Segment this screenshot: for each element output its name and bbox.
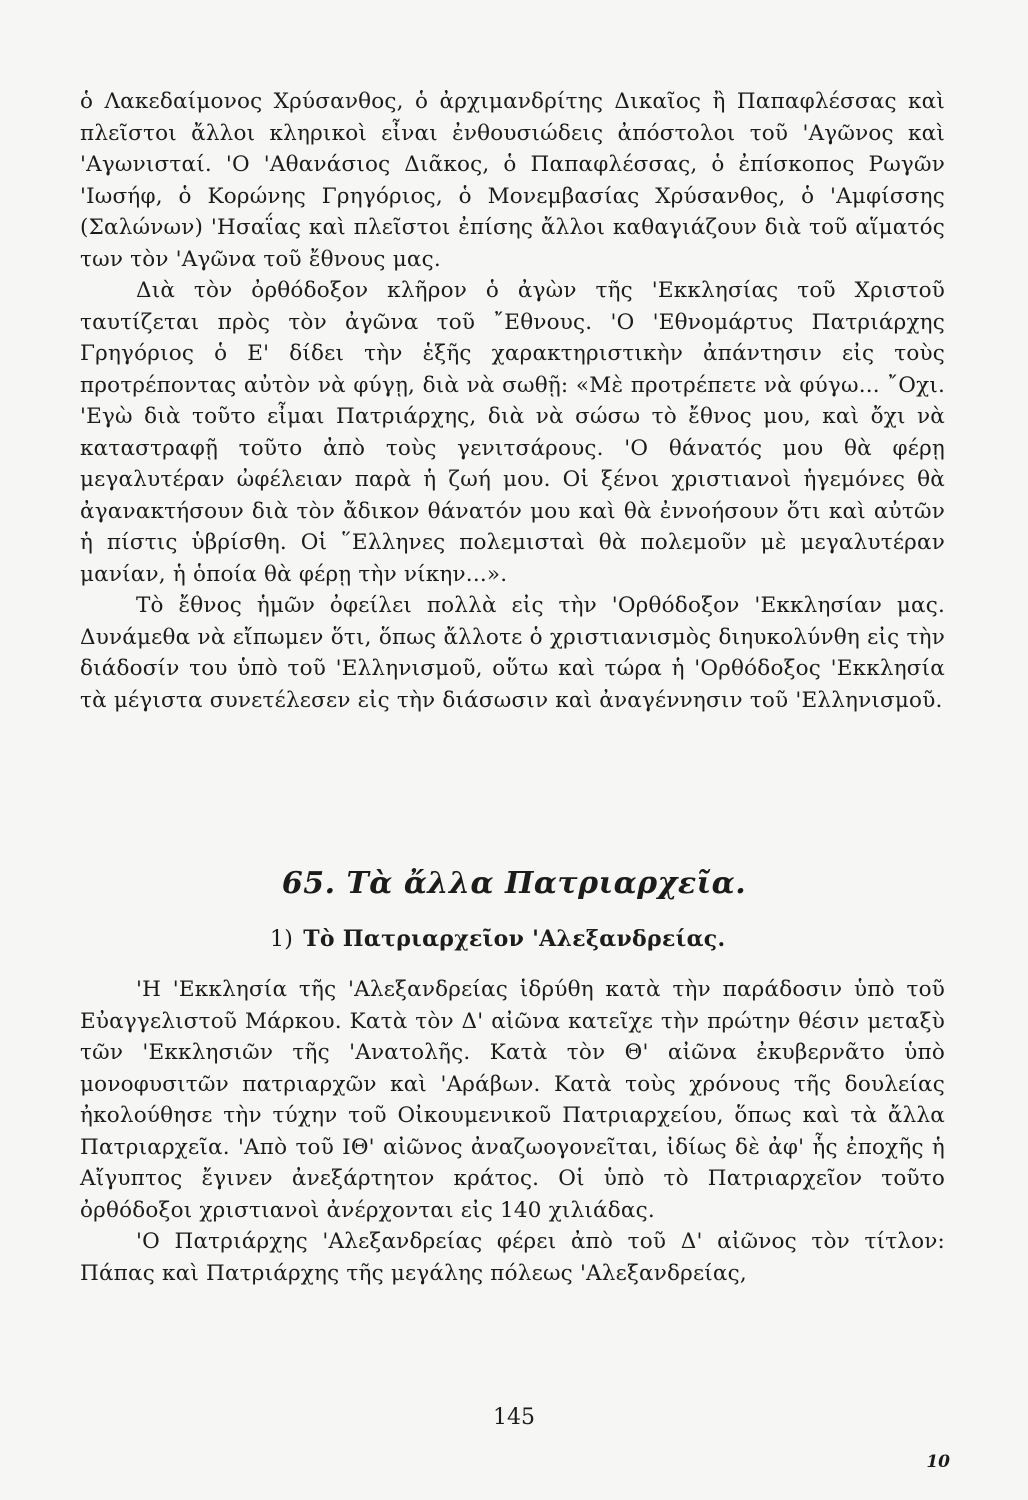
section-heading: 65. Τὰ ἄλλα Πατριαρχεῖα. bbox=[281, 866, 747, 901]
paragraph: 'Η 'Εκκλησία τῆς 'Αλεξανδρείας ἱδρύθη κατὰ τὴν παράδοσιν ὑπὸ τοῦ Εὐαγγελιστοῦ Μάρκου. Κατὰ τὸν Δ' αἰῶνα κατεῖχε τὴν πρώτην θέσιν μεταξὺ τῶν 'Εκκλησιῶν τῆς 'Ανατολῆς. Κατὰ τὸν Θ' αἰῶνα ἐκυβερνᾶτο ὑπὸ μονοφυσιτῶν πατριαρχῶν καὶ 'Αράβων. Κατὰ τοὺς χρόνους τῆς δουλείας ἠκολούθησε τὴν τύχην τοῦ Οἰκουμενικοῦ Πατριαρχείου, ὅπως καὶ τὰ ἄλλα Πατριαρχεῖα. 'Απὸ τοῦ ΙΘ' αἰῶνος ἀναζωογονεῖται, ἰδίως δὲ ἀφ' ἧς ἐποχῆς ἡ Αἴγυπτος ἔγινεν ἀνεξάρτητον κράτος. Οἱ ὑπὸ τὸ Πατριαρχεῖον τοῦτο ὀρθόδοξοι χριστιανοὶ ἀνέρχονται εἰς 140 χιλιάδας. bbox=[80, 977, 945, 1223]
paragraph: ὁ Λακεδαίμονος Χρύσανθος, ὁ ἀρχιμανδρίτης Δικαῖος ἢ Παπαφλέσσας καὶ πλεῖστοι ἄλλοι κληρικοὶ εἶναι ἐνθουσιώδεις ἀπόστολοι τοῦ 'Αγῶνος καὶ 'Αγωνισταί. 'Ο 'Αθανάσιος Διᾶκος, ὁ Παπαφλέσσας, ὁ ἐπίσκοπος Ρωγῶν 'Ιωσήφ, ὁ Κορώνης Γρηγόριος, ὁ Μονεμβασίας Χρύσανθος, ὁ 'Αμφίσσης (Σαλώνων) 'Ησαΐας καὶ πλεῖστοι ἐπίσης ἄλλοι καθαγιάζουν διὰ τοῦ αἵματός των τὸν 'Αγῶνα τοῦ ἔθνους μας. bbox=[80, 89, 945, 272]
subsection-heading bbox=[270, 926, 725, 952]
subsection-title: Τὸ Πατριαρχεῖον 'Αλεξανδρείας. bbox=[303, 926, 726, 952]
paragraph: 'Ο Πατριάρχης 'Αλεξανδρείας φέρει ἀπὸ τοῦ Δ' αἰῶνος τὸν τίτλον: Πάπας καὶ Πατριάρχης τῆς μεγάλης πόλεως 'Αλεξανδρείας, bbox=[80, 1229, 945, 1286]
paragraph: Τὸ ἔθνος ἡμῶν ὀφείλει πολλὰ εἰς τὴν 'Ορθόδοξον 'Εκκλησίαν μας. Δυνάμεθα νὰ εἴπωμεν ὅτι, ὅπως ἄλλοτε ὁ χριστιανισμὸς διηυκολύνθη εἰς τὴν διάδοσίν του ὑπὸ τοῦ 'Ελληνισμοῦ, οὕτω καὶ τώρα ἡ 'Ορθόδοξος 'Εκκλησία τὰ μέγιστα συνετέλεσεν εἰς τὴν διάσωσιν καὶ ἀναγέννησιν τοῦ 'Ελληνισμοῦ. bbox=[80, 593, 945, 713]
subsection-number: 1) bbox=[270, 927, 294, 952]
signature-mark: 10 bbox=[926, 1452, 950, 1472]
page-number: 145 bbox=[493, 1405, 535, 1430]
body-text-bottom bbox=[80, 974, 945, 1289]
paragraph: Διὰ τὸν ὀρθόδοξον κλῆρον ὁ ἀγὼν τῆς 'Εκκλησίας τοῦ Χριστοῦ ταυτίζεται πρὸς τὸν ἀγῶνα τοῦ ῎Εθνους. 'Ο 'Εθνομάρτυς Πατριάρχης Γρηγόριος ὁ Ε' δίδει τὴν ἑξῆς χαρακτηριστικὴν ἀπάντησιν εἰς τοὺς προτρέποντας αὐτὸν νὰ φύγῃ, διὰ νὰ σωθῇ: «Μὲ προτρέπετε νὰ φύγω... ῎Οχι. 'Εγὼ διὰ τοῦτο εἶμαι Πατριάρχης, διὰ νὰ σώσω τὸ ἔθνος μου, καὶ ὄχι νὰ καταστραφῇ τοῦτο ἀπὸ τοὺς γενιτσάρους. 'Ο θάνατός μου θὰ φέρῃ μεγαλυτέραν ὠφέλειαν παρὰ ἡ ζωή μου. Οἱ ξένοι χριστιανοὶ ἡγεμόνες θὰ ἀγανακτήσουν διὰ τὸν ἄδικον θάνατόν μου καὶ θὰ ἐννοήσουν ὅτι καὶ αὐτῶν ἡ πίστις ὑβρίσθη. Οἱ ῞Ελληνες πολεμισταὶ θὰ πολεμοῦν μὲ μεγαλυτέραν μανίαν, ἡ ὁποία θὰ φέρῃ τὴν νίκην...». bbox=[80, 278, 945, 587]
body-text-top bbox=[80, 86, 945, 716]
